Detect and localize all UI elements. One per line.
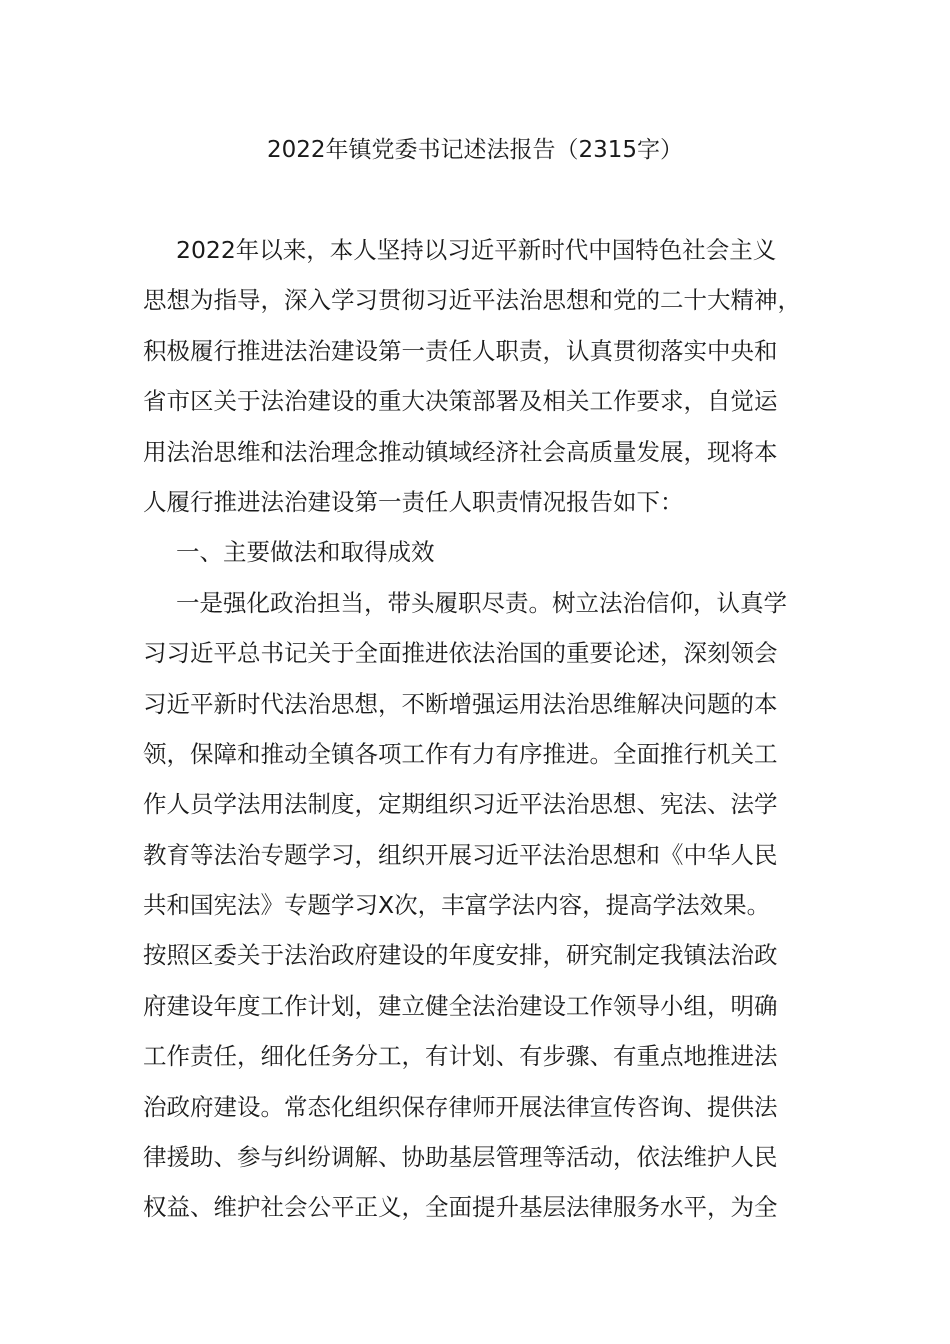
paragraph-line: 工作责任，细化任务分工，有计划、有步骤、有重点地推进法 (143, 1042, 778, 1071)
section-heading: 一、主要做法和取得成效 (176, 538, 435, 567)
document-body (143, 231, 823, 1239)
paragraph-line: 按照区委关于法治政府建设的年度安排，研究制定我镇法治政 (143, 941, 778, 970)
paragraph-line: 习习近平总书记关于全面推进依法治国的重要论述，深刻领会 (143, 639, 778, 668)
paragraph-line: 人履行推进法治建设第一责任人职责情况报告如下： (143, 487, 684, 516)
paragraph-line: 一是强化政治担当，带头履职尽责。树立法治信仰，认真学 (176, 588, 787, 617)
paragraph-line: 治政府建设。常态化组织保存律师开展法律宣传咨询、提供法 (143, 1092, 778, 1121)
paragraph-line: 领，保障和推动全镇各项工作有力有序推进。全面推行机关工 (143, 739, 778, 768)
paragraph-line: 用法治思维和法治理念推动镇域经济社会高质量发展，现将本 (143, 437, 778, 466)
paragraph-line: 府建设年度工作计划，建立健全法治建设工作领导小组，明确 (143, 991, 778, 1020)
paragraph-line: 省市区关于法治建设的重大决策部署及相关工作要求，自觉运 (143, 387, 778, 416)
paragraph-line: 共和国宪法》专题学习X次，丰富学法内容，提高学法效果。 (143, 891, 771, 920)
paragraph-line: 教育等法治专题学习，组织开展习近平法治思想和《中华人民 (143, 840, 778, 869)
document-title: 2022年镇党委书记述法报告（2315字） (266, 137, 684, 163)
paragraph-line: 积极履行推进法治建设第一责任人职责，认真贯彻落实中央和 (143, 336, 778, 365)
paragraph-line: 律援助、参与纠纷调解、协助基层管理等活动，依法维护人民 (143, 1143, 778, 1172)
paragraph-line: 习近平新时代法治思想，不断增强运用法治思维解决问题的本 (143, 689, 778, 718)
paragraph-line: 作人员学法用法制度，定期组织习近平法治思想、宪法、法学 (143, 790, 778, 819)
paragraph-line: 权益、维护社会公平正义，全面提升基层法律服务水平，为全 (143, 1193, 778, 1222)
paragraph-line: 2022年以来，本人坚持以习近平新时代中国特色社会主义 (176, 236, 777, 264)
paragraph-line: 思想为指导，深入学习贯彻习近平法治思想和党的二十大精神， (143, 286, 801, 315)
